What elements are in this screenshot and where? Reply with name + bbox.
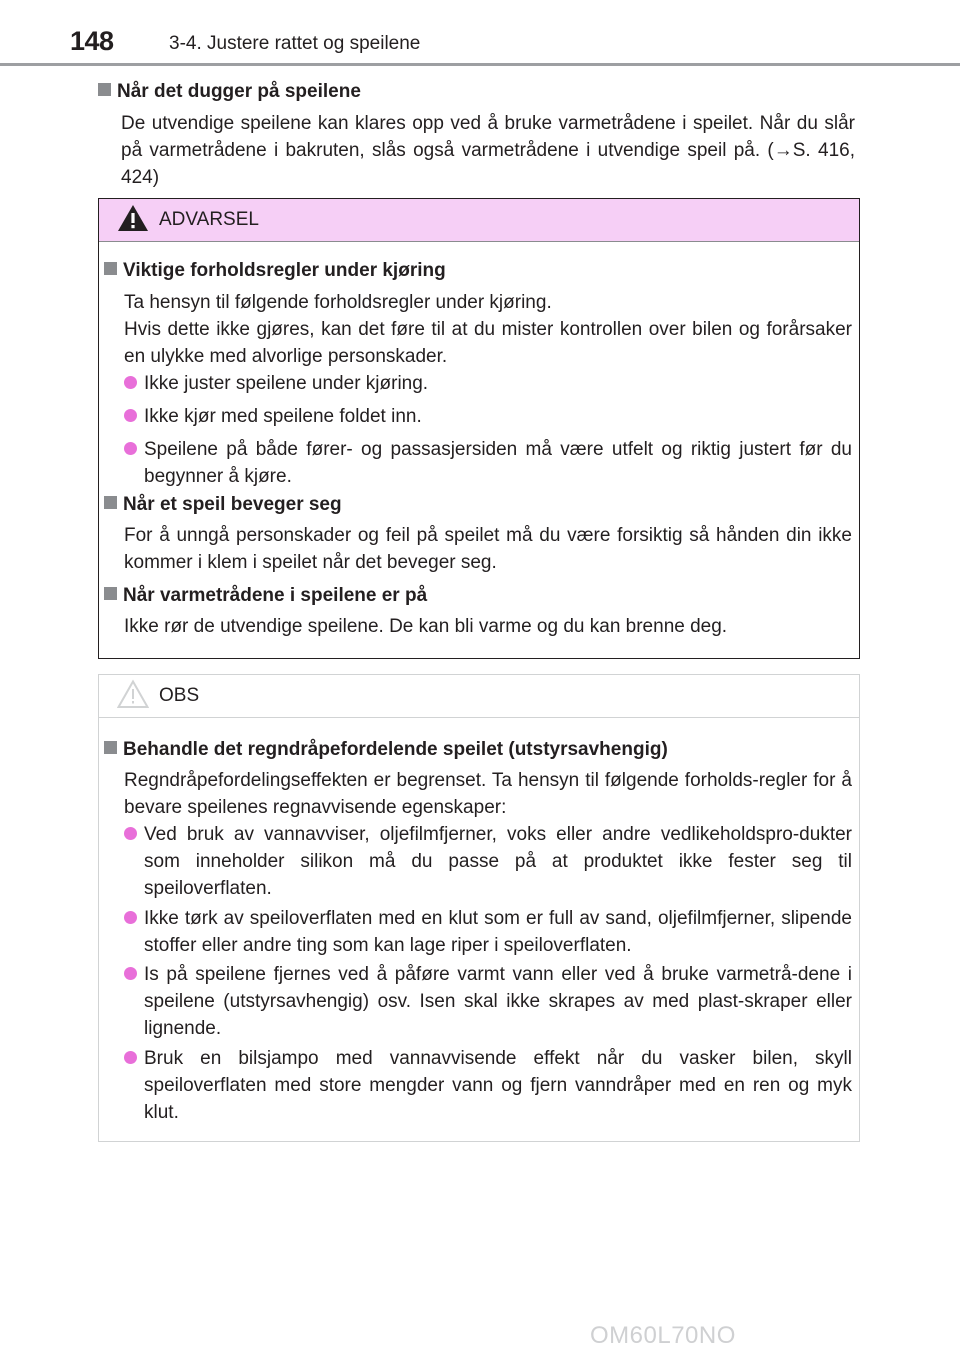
section-title: 3-4. Justere rattet og speilene (169, 33, 421, 54)
warning-text: For å unngå personskader og feil på speilet må du være forsiktig så hånden din ikke kommer i klem i speilet når det beveger seg. (124, 525, 852, 573)
bullet-dot-icon (124, 409, 137, 422)
notice-heading (104, 738, 668, 762)
intro-heading (98, 80, 361, 104)
list-item (124, 403, 852, 430)
heading-square-icon (104, 587, 117, 600)
page-number: 148 (70, 26, 114, 56)
list-item (124, 961, 852, 1042)
heading-square-icon (104, 496, 117, 509)
list-item-text: Bruk en bilsjampo med vannavvisende effekt når du vasker bilen, skyll speiloverflaten med store mengder vann og fjern vanndråper med en ren og myk klut. (144, 1048, 852, 1123)
intro-heading-text: Når det dugger på speilene (117, 81, 361, 102)
bullet-dot-icon (124, 1051, 137, 1064)
warning-title: ADVARSEL (159, 209, 259, 230)
list-item (124, 436, 852, 490)
list-item-text: Ved bruk av vannavviser, oljefilmfjerner, voks eller andre vedlikeholdspro-dukter som inneholder silikon må du passe på at produktet ikke fester seg til speiloverflaten. (144, 824, 852, 899)
intro-paragraph: De utvendige speilene kan klares opp ved å bruke varmetrådene i speilet. Når du slår på varmetrådene i bakruten, slås også varmetrådene i utvendige speil på. (→S. 416, 424) (121, 113, 855, 188)
bullet-dot-icon (124, 967, 137, 980)
list-item-text: Speilene på både fører- og passasjersiden må være utfelt og riktig justert før du begynner å kjøre. (144, 439, 852, 487)
warning-section-heading (104, 584, 427, 608)
list-item-text: Ikke tørk av speiloverflaten med en klut som er full av sand, oljefilmfjerner, slipende stoffer eller andre ting som kan lage riper i speiloverflaten. (144, 908, 852, 956)
list-item-text: Ikke juster speilene under kjøring. (144, 373, 429, 394)
notice-header (99, 675, 859, 718)
list-item (124, 905, 852, 959)
heading-square-icon (104, 741, 117, 754)
header-rule (0, 63, 960, 66)
warning-section-heading-text: Når varmetrådene i speilene er på (123, 585, 428, 606)
list-item-text: Is på speilene fjernes ved å påføre varmt vann eller ved å bruke varmetrå-dene i speilene (utstyrsavhengig) osv. Isen skal ikke skrapes av med plast-skraper eller lignende. (144, 964, 852, 1039)
bullet-dot-icon (124, 376, 137, 389)
bullet-dot-icon (124, 442, 137, 455)
warning-section-heading-text: Viktige forholdsregler under kjøring (123, 260, 446, 281)
warning-text: Ikke rør de utvendige speilene. De kan bli varme og du kan brenne deg. (124, 616, 728, 637)
caution-triangle-icon (117, 679, 149, 709)
heading-square-icon (98, 83, 111, 96)
list-item (124, 821, 852, 902)
warning-text: Hvis dette ikke gjøres, kan det føre til at du mister kontrollen over bilen og forårsaker en ulykke med alvorlige personskader. (124, 319, 852, 367)
list-item (124, 370, 852, 397)
warning-section-heading-text: Når et speil beveger seg (123, 494, 342, 515)
notice-box (98, 674, 860, 1142)
watermark: OM60L70NO (590, 1322, 736, 1349)
bullet-dot-icon (124, 827, 137, 840)
warning-text: Ta hensyn til følgende forholdsregler under kjøring. (124, 292, 552, 313)
notice-title: OBS (159, 685, 200, 706)
warning-box (98, 198, 860, 659)
list-item (124, 1045, 852, 1126)
warning-header (99, 199, 859, 242)
bullet-dot-icon (124, 911, 137, 924)
notice-heading-text: Behandle det regndråpefordelende speilet (utstyrsavhengig) (123, 739, 668, 760)
warning-section-heading (104, 493, 342, 517)
list-item-text: Ikke kjør med speilene foldet inn. (144, 406, 422, 427)
page-header (0, 0, 960, 72)
heading-square-icon (104, 262, 117, 275)
notice-text: Regndråpefordelingseffekten er begrenset. Ta hensyn til følgende forholds-regler for å bevare speilenes regnavvisende egenskaper: (124, 770, 852, 818)
warning-triangle-icon (117, 203, 149, 233)
warning-section-heading (104, 259, 446, 283)
